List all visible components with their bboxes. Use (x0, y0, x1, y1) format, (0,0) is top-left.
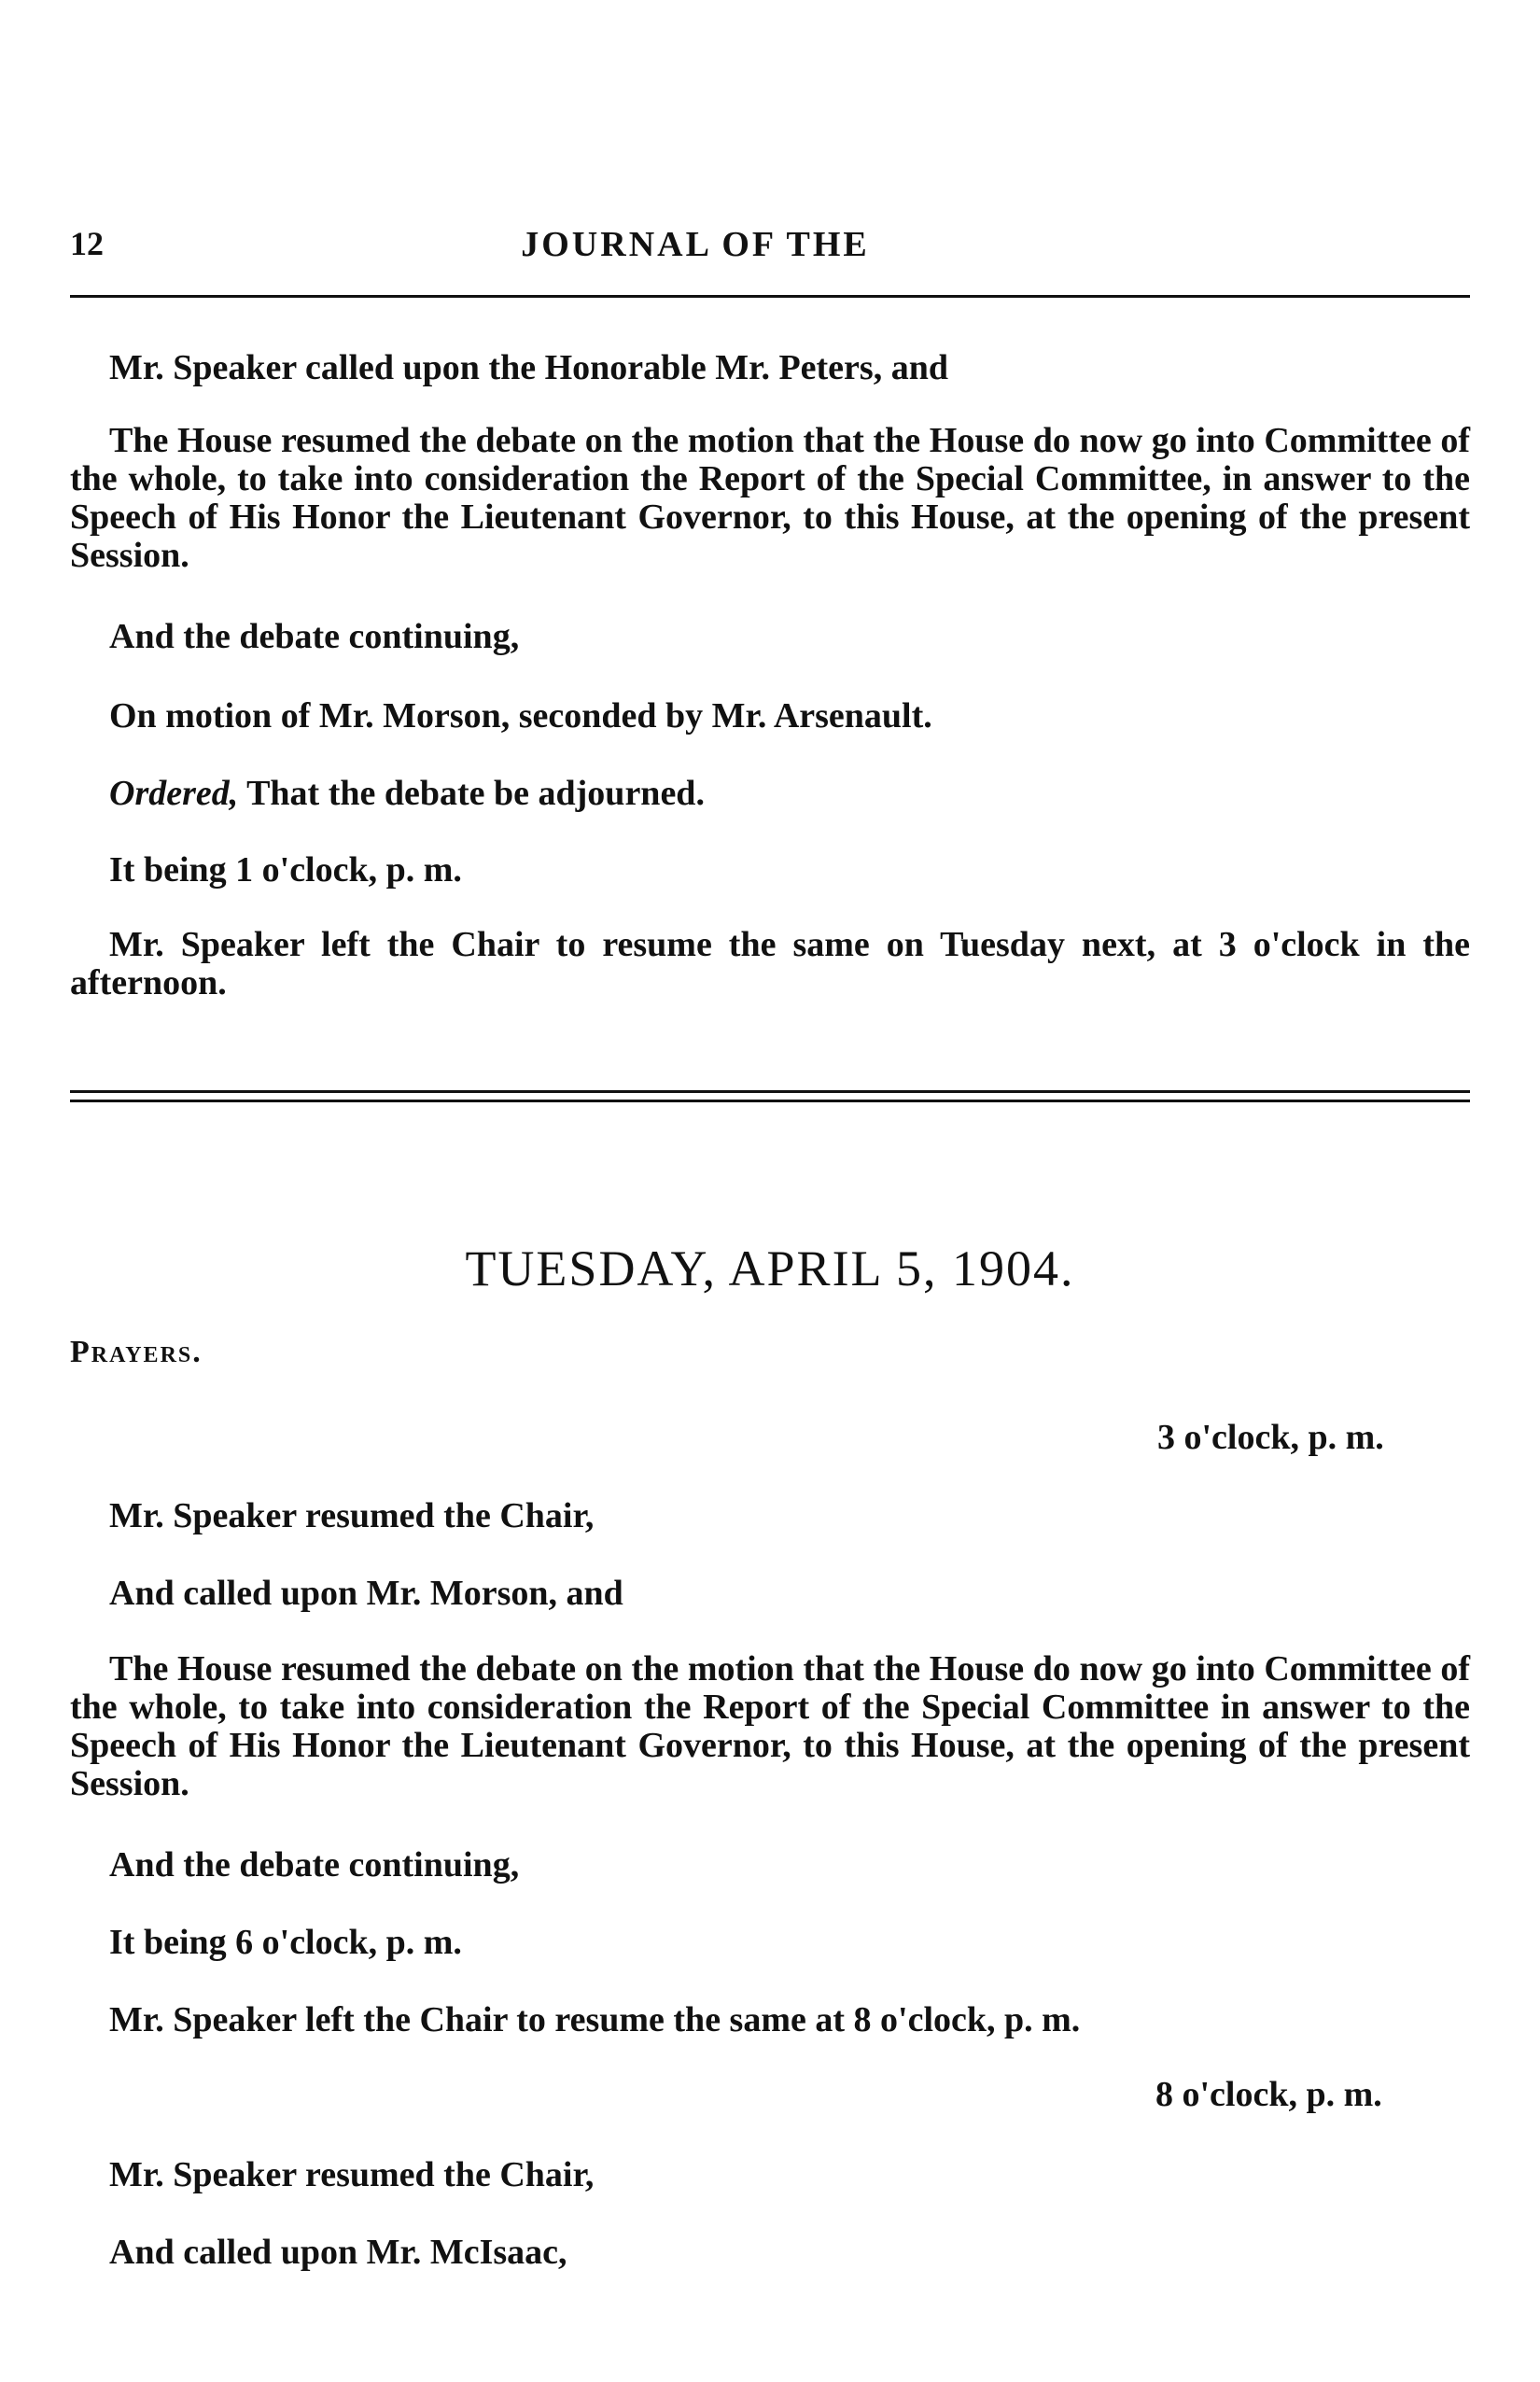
date-heading: TUESDAY, APRIL 5, 1904. (465, 1240, 1075, 1296)
paragraph-house-resumed-2: The House resumed the debate on the motion that the House do now go into Committee of the whole, to take into consideration the Report of the Special Committee in answer to the Speech of His Honor the Lieutenant Governor, to this House, at the opening of the present Session. (70, 1649, 1470, 1803)
paragraph-called-mcisaac: And called upon Mr. McIsaac, (109, 2233, 567, 2272)
paragraph-resumed-chair: Mr. Speaker resumed the Chair, (109, 1496, 595, 1535)
paragraph-called-morson: And called upon Mr. Morson, and (109, 1574, 623, 1613)
paragraph-motion: On motion of Mr. Morson, seconded by Mr. Arsenault. (109, 696, 932, 736)
paragraph-left-chair: Mr. Speaker left the Chair to resume the same on Tuesday next, at 3 o'clock in the afternoon. (70, 925, 1470, 1002)
section-divider (70, 1090, 1470, 1102)
paragraph-house-resumed: The House resumed the debate on the motion that the House do now go into Committee of the whole, to take into consideration the Report of the Special Committee, in answer to the Speech of His Honor the Lieutenant Governor, to this House, at the opening of the present Session. (70, 421, 1470, 575)
paragraph-resumed-chair-2: Mr. Speaker resumed the Chair, (109, 2155, 595, 2194)
page-number: 12 (70, 225, 104, 262)
paragraph-six-oclock: It being 6 o'clock, p. m. (109, 1923, 462, 1962)
running-title: JOURNAL OF THE (521, 225, 870, 264)
time-three-oclock: 3 o'clock, p. m. (1157, 1418, 1384, 1457)
paragraph-debate-continuing-2: And the debate continuing, (109, 1845, 520, 1885)
paragraph-speaker-called: Mr. Speaker called upon the Honorable Mr. Peters, and (109, 348, 948, 387)
paragraph-ordered (109, 773, 705, 814)
header-rule (70, 295, 1470, 298)
paragraph-one-oclock: It being 1 o'clock, p. m. (109, 850, 462, 890)
ordered-text: That the debate be adjourned. (238, 774, 705, 813)
prayers-label: Prayers. (70, 1335, 203, 1369)
paragraph-left-chair-2: Mr. Speaker left the Chair to resume the same at 8 o'clock, p. m. (109, 2000, 1081, 2039)
ordered-italic: Ordered, (109, 774, 239, 813)
running-header (70, 224, 1470, 271)
time-eight-oclock: 8 o'clock, p. m. (1155, 2075, 1382, 2114)
paragraph-debate-continuing: And the debate continuing, (109, 617, 520, 656)
